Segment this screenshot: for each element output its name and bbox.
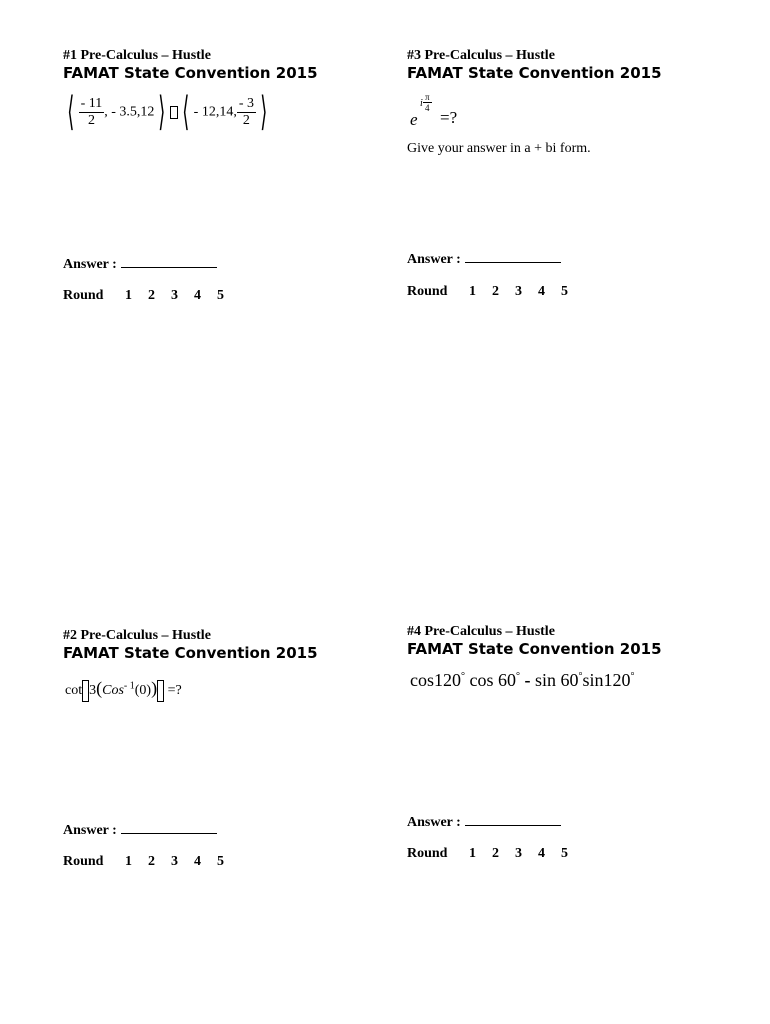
problem-expression [63,89,393,136]
round-number: 4 [194,288,201,303]
round-number: 2 [148,288,155,303]
round-number: 1 [125,288,132,303]
round-number: 4 [538,284,545,299]
equals-question: =? [167,683,182,698]
cot-function: cot [65,683,83,698]
equals-question: =? [440,108,458,127]
answer-line [63,254,217,273]
answer-line [407,812,561,831]
base-e: e [410,110,418,129]
answer-label: Answer : [407,815,461,830]
degree-symbol: ° [461,671,465,682]
answer-line [407,249,561,268]
instruction-text: Give your answer in a + bi form. [407,141,591,156]
contest-title: FAMAT State Convention 2015 [63,64,318,82]
missing-symbol-icon [157,680,164,702]
round-number: 5 [561,846,568,861]
exponent-fraction: $\frac{\pi}{4}$ [425,92,430,113]
round-line [407,846,584,862]
round-number: 3 [515,846,522,861]
left-angle-bracket-icon: ⟨ [182,89,190,135]
left-angle-bracket-icon: ⟨ [67,89,75,135]
answer-blank[interactable] [121,820,217,834]
round-number: 2 [492,284,499,299]
card-header: #4 Pre-Calculus – Hustle [407,624,555,639]
round-number: 1 [469,846,476,861]
problem-card-1 [63,48,393,303]
fraction: $\frac{- 3}{2}$ [238,95,254,128]
exponent-i: i [420,98,423,109]
missing-symbol-icon [170,106,178,119]
problem-card-2 [63,628,393,869]
answer-blank[interactable] [465,249,561,263]
right-angle-bracket-icon: ⟩ [158,89,166,135]
answer-blank[interactable] [121,254,217,268]
cos-term: cos120 [410,670,461,690]
problem-card-4 [407,624,737,861]
round-number: 3 [171,854,178,869]
round-label: Round [63,288,104,303]
cos-term: cos 60 [469,670,516,690]
problem-expression [407,92,737,129]
round-number: 3 [515,284,522,299]
round-number: 5 [217,854,224,869]
degree-symbol: ° [516,671,520,682]
cos-function: Cos [102,683,124,698]
round-number: 2 [492,846,499,861]
round-label: Round [63,854,104,869]
contest-title: FAMAT State Convention 2015 [407,640,662,658]
problem-expression [410,670,737,691]
problem-expression: cot 3(Cos$^{- 1}$(0)) =? [63,678,393,702]
contest-title: FAMAT State Convention 2015 [63,644,318,662]
card-header: #3 Pre-Calculus – Hustle [407,48,555,63]
answer-label: Answer : [63,257,117,272]
round-line [63,288,240,304]
right-angle-bracket-icon: ⟩ [260,89,268,135]
degree-symbol: ° [578,671,583,682]
answer-blank[interactable] [465,812,561,826]
sin-term: sin120 [582,670,631,690]
round-number: 1 [469,284,476,299]
round-number: 2 [148,854,155,869]
card-header: #2 Pre-Calculus – Hustle [63,628,211,643]
card-header: #1 Pre-Calculus – Hustle [63,48,211,63]
argument: (0) [134,683,152,698]
round-label: Round [407,846,448,861]
fraction: $\frac{- 11}{2}$ [80,95,103,128]
sin-term: sin 60 [535,670,579,690]
minus-operator: - [524,670,531,690]
round-label: Round [407,284,448,299]
round-line [407,284,584,300]
round-number: 5 [217,288,224,303]
answer-label: Answer : [63,823,117,838]
round-number: 1 [125,854,132,869]
round-number: 3 [171,288,178,303]
degree-symbol: ° [630,671,635,682]
vector-components: - 12,14, [193,104,237,120]
problem-card-3 [407,48,737,299]
inverse-exponent: - 1 [123,680,135,692]
round-line [63,854,240,870]
round-number: 5 [561,284,568,299]
contest-title: FAMAT State Convention 2015 [407,64,662,82]
round-number: 4 [538,846,545,861]
answer-label: Answer : [407,252,461,267]
vector-components: , - 3.5,12 [104,104,155,120]
round-number: 4 [194,854,201,869]
coefficient: 3 [89,683,97,698]
answer-line [63,820,217,839]
